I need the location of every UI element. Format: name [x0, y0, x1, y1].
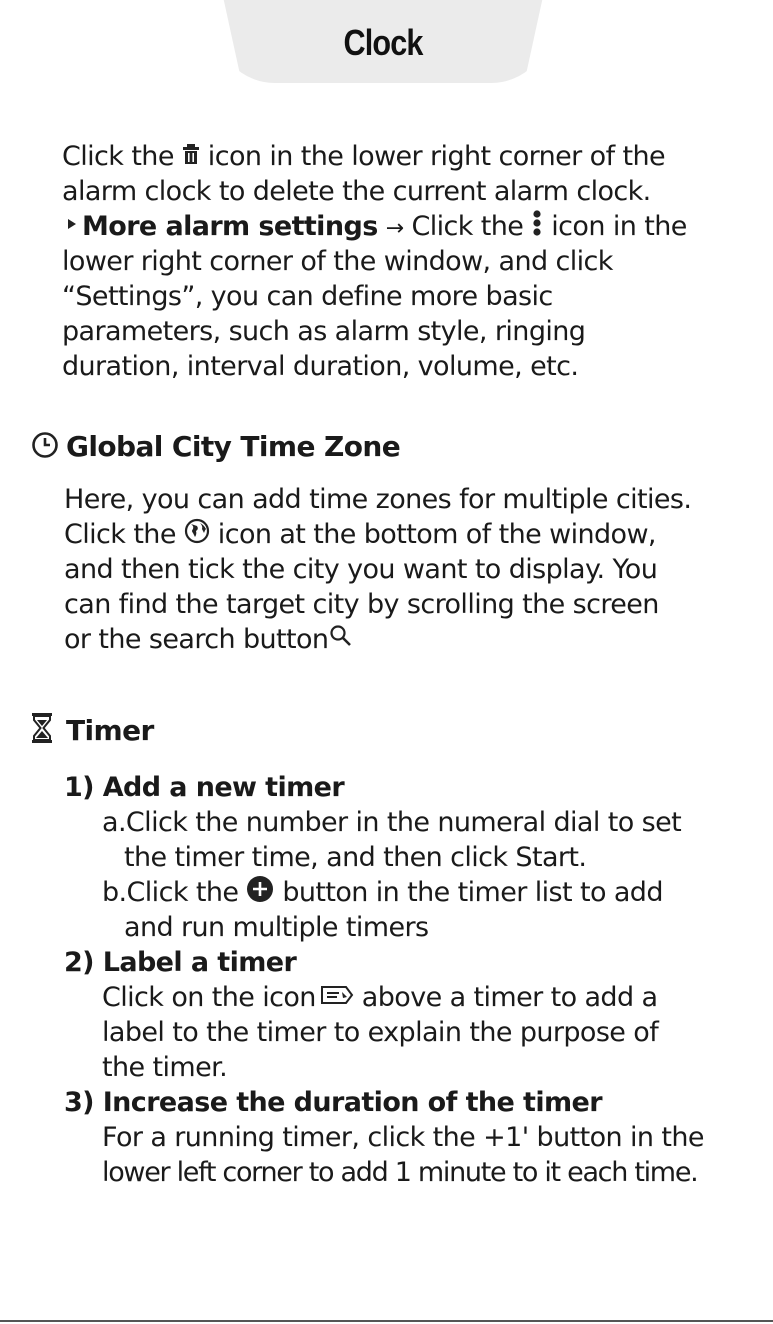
timer-step-2-line-3: the timer. — [102, 1052, 228, 1083]
alarm-line-3 — [62, 209, 687, 246]
text: Click the — [403, 211, 532, 242]
more-alarm-settings-label: More alarm settings — [82, 211, 378, 242]
more-vertical-icon — [531, 209, 543, 246]
globe-icon — [184, 518, 210, 553]
section-heading-global: Global City Time Zone — [66, 430, 401, 463]
timer-step-1-title: 1) Add a new timer — [64, 772, 345, 803]
bottom-divider — [0, 1320, 773, 1322]
timer-step-3-line-2: lower left corner to add 1 minute to it each time. — [102, 1157, 698, 1188]
timer-step-1b-line-1 — [102, 875, 663, 912]
text: Click the — [62, 141, 182, 172]
alarm-line-4: lower right corner of the window, and click — [62, 246, 613, 277]
text: button in the timer list to add — [274, 877, 663, 908]
timer-step-2-line-2: label to the timer to explain the purpose of — [102, 1017, 659, 1048]
alarm-line-2: alarm clock to delete the current alarm clock. — [62, 176, 651, 207]
global-line-1: Here, you can add time zones for multiple cities. — [64, 484, 692, 515]
add-circle-icon — [246, 875, 274, 912]
alarm-line-5: “Settings”, you can define more basic — [62, 281, 553, 312]
global-line-2 — [64, 517, 656, 553]
timer-step-1a-line-1: a.Click the number in the numeral dial to set — [102, 807, 682, 838]
trash-icon — [182, 140, 200, 175]
text: Click the — [64, 519, 184, 550]
alarm-line-6: parameters, such as alarm style, ringing — [62, 316, 586, 347]
timer-step-1b-line-2: and run multiple timers — [124, 912, 429, 943]
text: b.Click the — [102, 877, 247, 908]
timer-step-2-line-1 — [102, 980, 657, 1016]
text: icon at the bottom of the window, — [209, 519, 656, 550]
global-line-5 — [64, 622, 354, 658]
timer-step-2-title: 2) Label a timer — [64, 947, 297, 978]
arrow-glyph: → — [385, 216, 404, 241]
text: or the search button — [64, 624, 329, 655]
text: above a timer to add a — [353, 982, 658, 1013]
triangle-bullet-icon — [62, 210, 82, 245]
timer-step-3-line-1: For a running timer, click the +1' button in the — [102, 1122, 704, 1153]
alarm-line-7: duration, interval duration, volume, etc. — [62, 351, 579, 382]
global-line-3: and then tick the city you want to display. You — [64, 554, 658, 585]
search-icon — [328, 623, 354, 658]
global-line-4: can find the target city by scrolling the screen — [64, 589, 659, 620]
label-edit-icon — [320, 981, 354, 1016]
page-title: Clock — [343, 22, 423, 63]
timer-step-1a-line-2: the timer time, and then click Start. — [124, 842, 587, 873]
alarm-line-1 — [62, 139, 665, 175]
section-heading-timer: Timer — [66, 714, 154, 747]
text: icon in the — [543, 211, 687, 242]
hourglass-icon — [30, 712, 54, 748]
timer-step-3-title: 3) Increase the duration of the timer — [64, 1087, 602, 1118]
clock-icon — [31, 431, 59, 463]
text: icon in the lower right corner of the — [199, 141, 665, 172]
text: Click on the icon — [102, 982, 316, 1013]
